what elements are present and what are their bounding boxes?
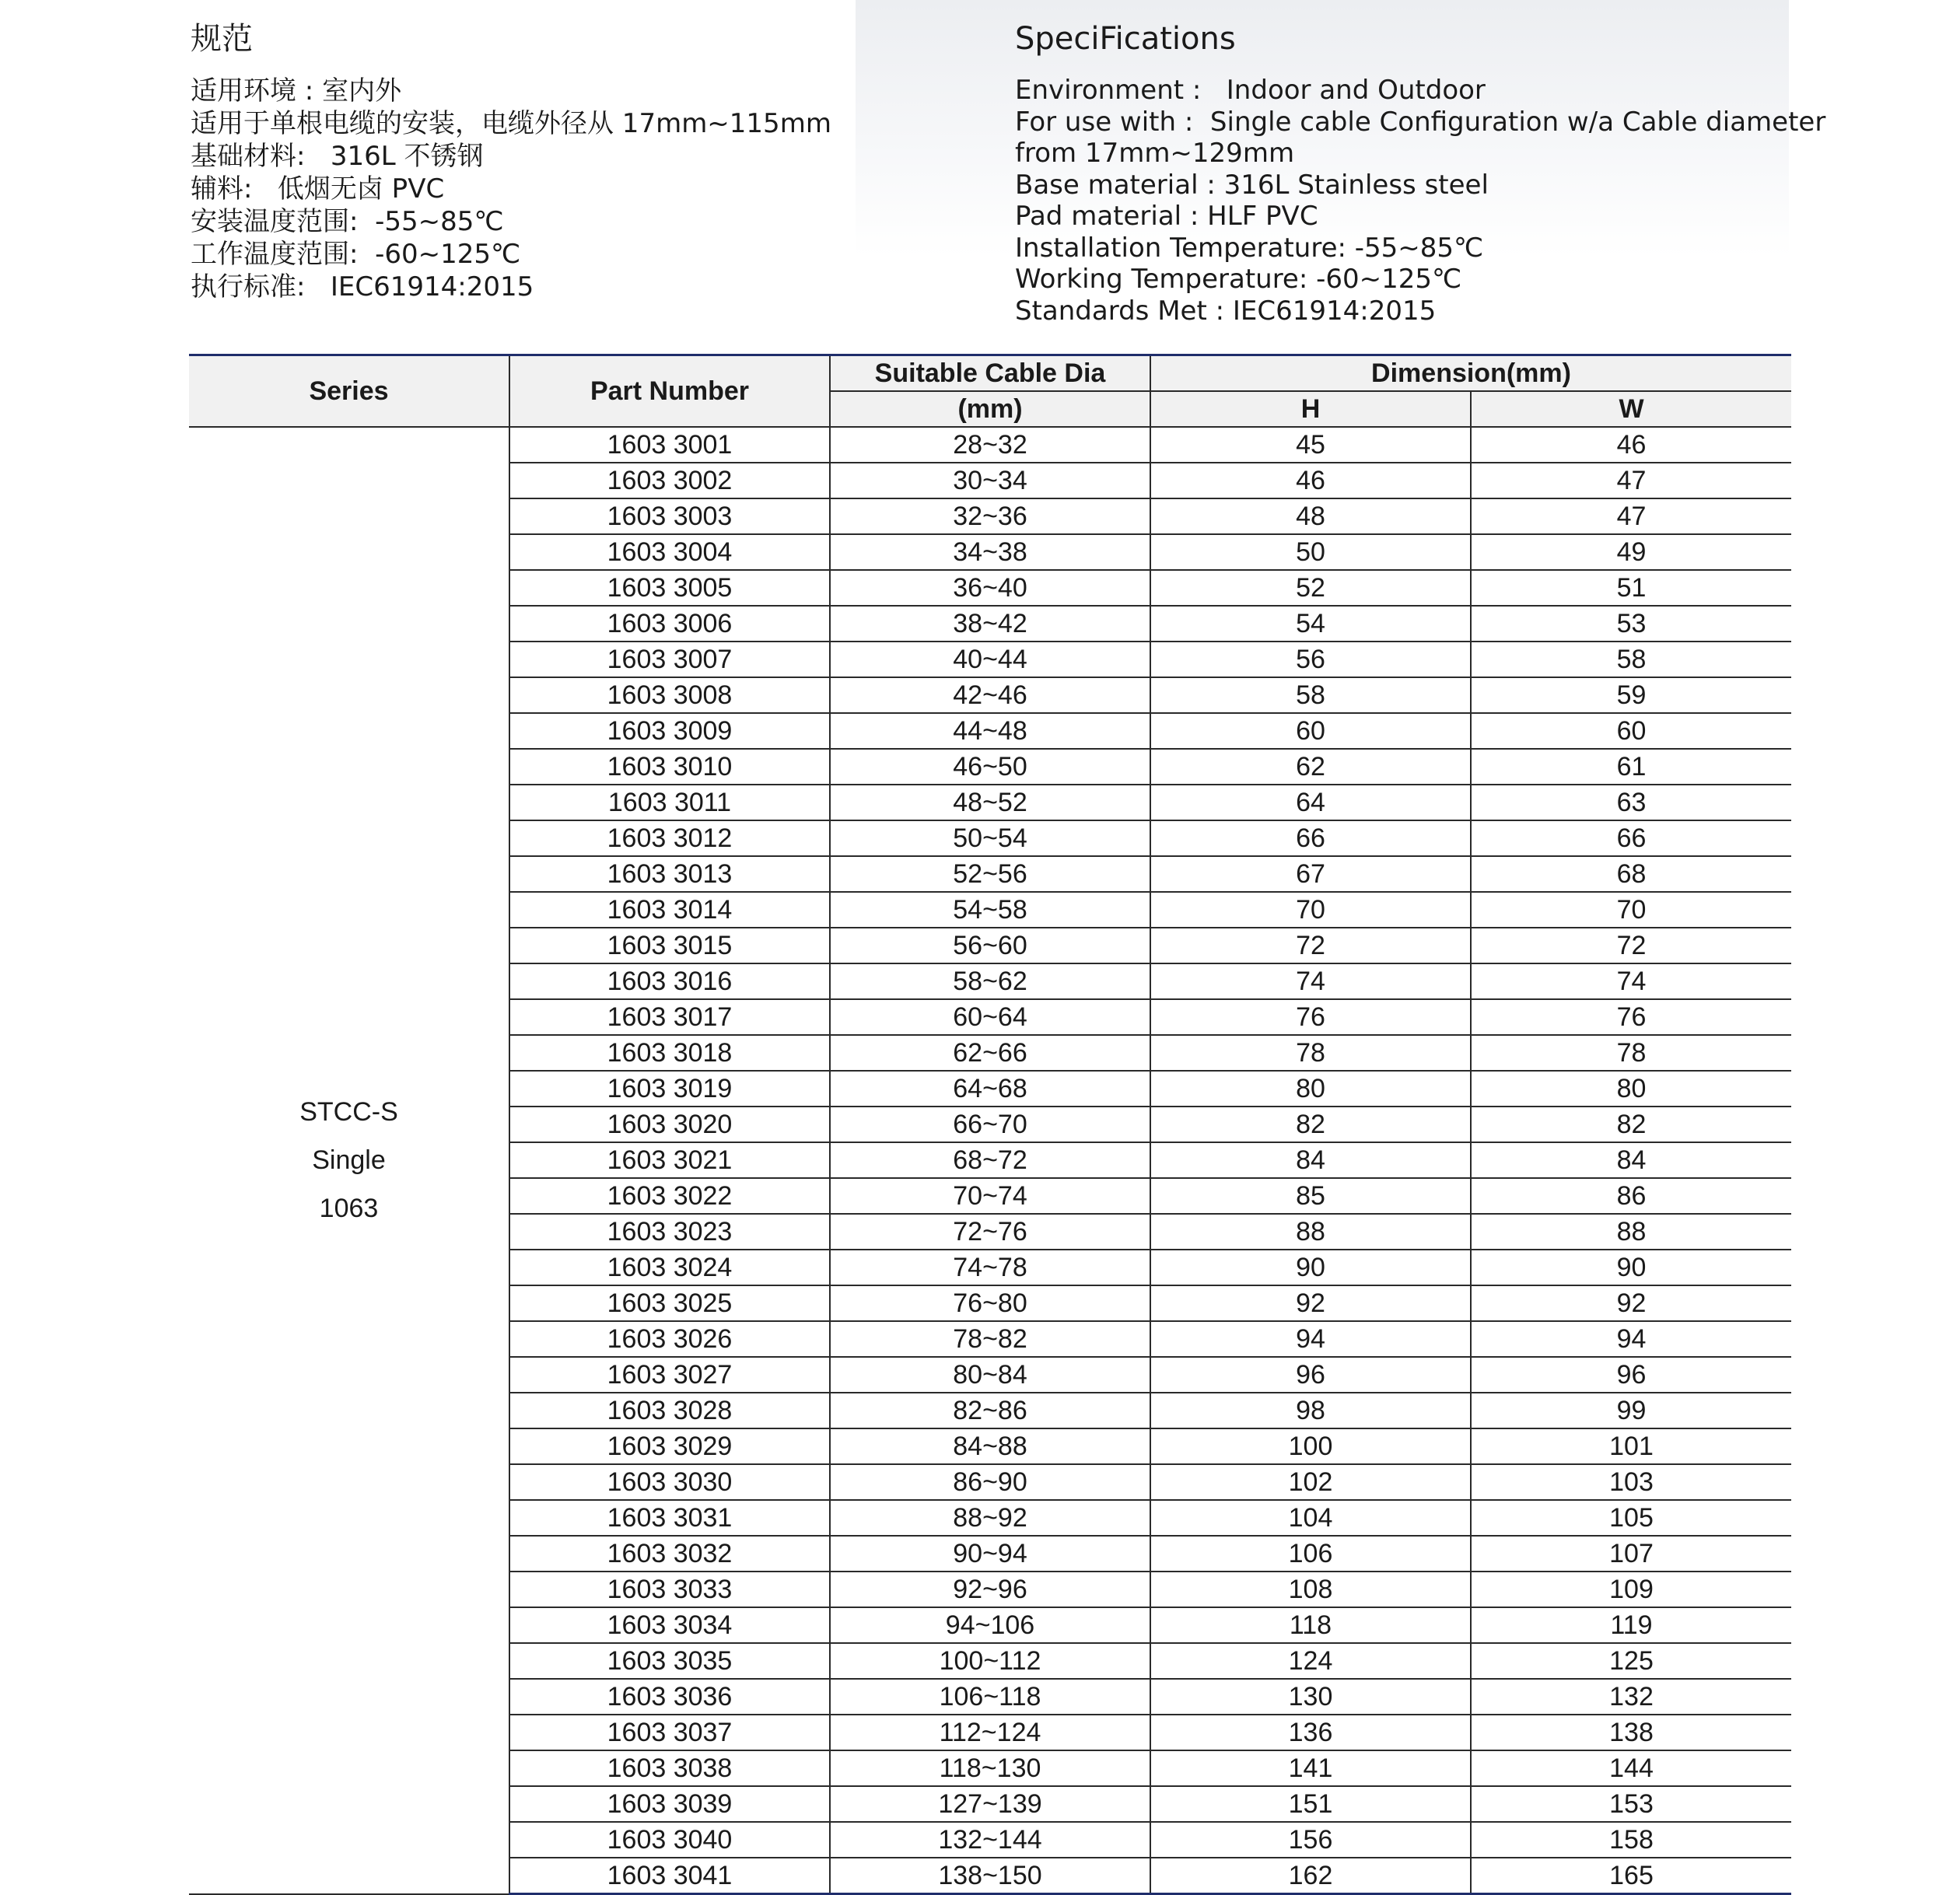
part-number-cell: 1603 3003 — [509, 498, 830, 534]
cable-dia-cell: 38~42 — [830, 606, 1150, 642]
cable-dia-cell: 60~64 — [830, 999, 1150, 1035]
h-cell: 66 — [1150, 820, 1471, 856]
cable-dia-cell: 132~144 — [830, 1822, 1150, 1858]
part-number-cell: 1603 3019 — [509, 1071, 830, 1107]
cn-spec-line: 执行标准: IEC61914:2015 — [191, 271, 534, 302]
cable-dia-cell: 30~34 — [830, 463, 1150, 498]
cable-dia-cell: 138~150 — [830, 1858, 1150, 1894]
cable-dia-cell: 127~139 — [830, 1786, 1150, 1822]
h-cell: 100 — [1150, 1428, 1471, 1464]
h-cell: 82 — [1150, 1107, 1471, 1142]
cable-dia-cell: 46~50 — [830, 749, 1150, 785]
cable-dia-cell: 70~74 — [830, 1178, 1150, 1214]
cable-dia-cell: 90~94 — [830, 1536, 1150, 1572]
cn-spec-line: 适用环境 : 室内外 — [191, 75, 402, 107]
w-cell: 46 — [1471, 427, 1791, 463]
part-number-cell: 1603 3012 — [509, 820, 830, 856]
h-cell: 72 — [1150, 928, 1471, 963]
part-number-cell: 1603 3002 — [509, 463, 830, 498]
w-cell: 82 — [1471, 1107, 1791, 1142]
w-cell: 72 — [1471, 928, 1791, 963]
part-number-cell: 1603 3028 — [509, 1393, 830, 1428]
part-number-cell: 1603 3007 — [509, 642, 830, 677]
w-header: W — [1471, 391, 1791, 427]
part-number-cell: 1603 3036 — [509, 1679, 830, 1715]
w-cell: 144 — [1471, 1750, 1791, 1786]
h-cell: 102 — [1150, 1464, 1471, 1500]
w-cell: 76 — [1471, 999, 1791, 1035]
w-cell: 47 — [1471, 498, 1791, 534]
part-number-cell: 1603 3022 — [509, 1178, 830, 1214]
cable-dia-cell: 80~84 — [830, 1357, 1150, 1393]
h-cell: 45 — [1150, 427, 1471, 463]
cable-dia-cell: 64~68 — [830, 1071, 1150, 1107]
en-spec-line: Standards Met : IEC61914:2015 — [1015, 295, 1437, 327]
part-number-cell: 1603 3025 — [509, 1285, 830, 1321]
part-number-cell: 1603 3005 — [509, 570, 830, 606]
table-header — [189, 355, 1791, 428]
h-cell: 156 — [1150, 1822, 1471, 1858]
w-cell: 96 — [1471, 1357, 1791, 1393]
part-number-cell: 1603 3030 — [509, 1464, 830, 1500]
part-number-cell: 1603 3008 — [509, 677, 830, 713]
w-cell: 74 — [1471, 963, 1791, 999]
part-number-cell: 1603 3018 — [509, 1035, 830, 1071]
part-number-cell: 1603 3016 — [509, 963, 830, 999]
h-cell: 80 — [1150, 1071, 1471, 1107]
w-cell: 53 — [1471, 606, 1791, 642]
h-cell: 74 — [1150, 963, 1471, 999]
cn-spec-line: 安装温度范围: -55~85℃ — [191, 206, 504, 237]
part-number-cell: 1603 3015 — [509, 928, 830, 963]
cn-spec-line: 辅料: 低烟无卤 PVC — [191, 173, 445, 205]
cable-dia-cell: 106~118 — [830, 1679, 1150, 1715]
series-code: 1063 — [319, 1194, 379, 1224]
cable-dia-cell: 68~72 — [830, 1142, 1150, 1178]
part-number-cell: 1603 3004 — [509, 534, 830, 570]
cable-dia-header: Suitable Cable Dia — [830, 355, 1150, 392]
part-number-cell: 1603 3031 — [509, 1500, 830, 1536]
part-number-cell: 1603 3038 — [509, 1750, 830, 1786]
h-cell: 48 — [1150, 498, 1471, 534]
w-cell: 132 — [1471, 1679, 1791, 1715]
cn-specifications — [191, 17, 831, 303]
part-number-cell: 1603 3001 — [509, 427, 830, 463]
w-cell: 158 — [1471, 1822, 1791, 1858]
product-spec-table — [189, 354, 1791, 1895]
h-cell: 67 — [1150, 856, 1471, 892]
h-cell: 58 — [1150, 677, 1471, 713]
part-number-cell: 1603 3041 — [509, 1858, 830, 1894]
part-number-cell: 1603 3017 — [509, 999, 830, 1035]
w-cell: 60 — [1471, 713, 1791, 749]
h-cell: 124 — [1150, 1643, 1471, 1679]
h-cell: 64 — [1150, 785, 1471, 820]
w-cell: 99 — [1471, 1393, 1791, 1428]
h-cell: 85 — [1150, 1178, 1471, 1214]
part-number-cell: 1603 3029 — [509, 1428, 830, 1464]
part-number-cell: 1603 3020 — [509, 1107, 830, 1142]
h-cell: 136 — [1150, 1715, 1471, 1750]
cable-dia-cell: 74~78 — [830, 1250, 1150, 1285]
part-number-cell: 1603 3023 — [509, 1214, 830, 1250]
h-cell: 108 — [1150, 1572, 1471, 1607]
cable-dia-cell: 48~52 — [830, 785, 1150, 820]
h-cell: 60 — [1150, 713, 1471, 749]
h-cell: 84 — [1150, 1142, 1471, 1178]
en-spec-line: Installation Temperature: -55~85℃ — [1015, 232, 1484, 264]
w-cell: 78 — [1471, 1035, 1791, 1071]
en-spec-line: Base material : 316L Stainless steel — [1015, 169, 1489, 201]
w-cell: 92 — [1471, 1285, 1791, 1321]
cable-dia-cell: 76~80 — [830, 1285, 1150, 1321]
h-cell: 130 — [1150, 1679, 1471, 1715]
h-cell: 54 — [1150, 606, 1471, 642]
cable-dia-cell: 34~38 — [830, 534, 1150, 570]
cable-dia-cell: 100~112 — [830, 1643, 1150, 1679]
h-cell: 98 — [1150, 1393, 1471, 1428]
part-number-cell: 1603 3010 — [509, 749, 830, 785]
part-number-cell: 1603 3033 — [509, 1572, 830, 1607]
table-row — [189, 427, 1791, 463]
part-number-cell: 1603 3021 — [509, 1142, 830, 1178]
w-cell: 84 — [1471, 1142, 1791, 1178]
cable-dia-cell: 52~56 — [830, 856, 1150, 892]
h-cell: 96 — [1150, 1357, 1471, 1393]
part-number-cell: 1603 3026 — [509, 1321, 830, 1357]
cable-dia-cell: 78~82 — [830, 1321, 1150, 1357]
h-cell: 76 — [1150, 999, 1471, 1035]
part-number-cell: 1603 3009 — [509, 713, 830, 749]
w-cell: 107 — [1471, 1536, 1791, 1572]
w-cell: 165 — [1471, 1858, 1791, 1894]
cable-dia-cell: 92~96 — [830, 1572, 1150, 1607]
cn-spec-line: 工作温度范围: -60~125℃ — [191, 239, 521, 270]
part-number-cell: 1603 3034 — [509, 1607, 830, 1643]
en-spec-line: For use with : Single cable Configuration w/a Cable diameter — [1015, 106, 1826, 138]
h-cell: 52 — [1150, 570, 1471, 606]
w-cell: 101 — [1471, 1428, 1791, 1464]
cable-dia-cell: 28~32 — [830, 427, 1150, 463]
h-cell: 46 — [1150, 463, 1471, 498]
en-spec-line: from 17mm~129mm — [1015, 138, 1295, 169]
en-spec-line: Pad material : HLF PVC — [1015, 201, 1318, 232]
cable-dia-cell: 50~54 — [830, 820, 1150, 856]
w-cell: 80 — [1471, 1071, 1791, 1107]
w-cell: 105 — [1471, 1500, 1791, 1536]
en-spec-line: Working Temperature: -60~125℃ — [1015, 264, 1462, 295]
en-specifications — [1015, 17, 1825, 327]
w-cell: 47 — [1471, 463, 1791, 498]
w-cell: 88 — [1471, 1214, 1791, 1250]
h-cell: 104 — [1150, 1500, 1471, 1536]
cable-dia-cell: 54~58 — [830, 892, 1150, 928]
part-number-cell: 1603 3035 — [509, 1643, 830, 1679]
cn-spec-line: 基础材料: 316L 不锈钢 — [191, 141, 484, 172]
w-cell: 153 — [1471, 1786, 1791, 1822]
cable-dia-cell: 118~130 — [830, 1750, 1150, 1786]
dimension-header: Dimension(mm) — [1150, 355, 1791, 392]
h-cell: 94 — [1150, 1321, 1471, 1357]
cable-dia-cell: 72~76 — [830, 1214, 1150, 1250]
w-cell: 59 — [1471, 677, 1791, 713]
cable-dia-cell: 56~60 — [830, 928, 1150, 963]
h-cell: 90 — [1150, 1250, 1471, 1285]
h-cell: 88 — [1150, 1214, 1471, 1250]
en-spec-line: Environment : Indoor and Outdoor — [1015, 75, 1486, 106]
h-cell: 118 — [1150, 1607, 1471, 1643]
cable-dia-cell: 32~36 — [830, 498, 1150, 534]
h-cell: 50 — [1150, 534, 1471, 570]
part-number-cell: 1603 3011 — [509, 785, 830, 820]
cn-spec-line: 适用于单根电缆的安装，电缆外径从 17mm~115mm — [191, 108, 831, 139]
w-cell: 119 — [1471, 1607, 1791, 1643]
part-number-cell: 1603 3006 — [509, 606, 830, 642]
part-number-cell: 1603 3014 — [509, 892, 830, 928]
part-number-cell: 1603 3037 — [509, 1715, 830, 1750]
part-number-cell: 1603 3032 — [509, 1536, 830, 1572]
w-cell: 49 — [1471, 534, 1791, 570]
w-cell: 94 — [1471, 1321, 1791, 1357]
h-cell: 106 — [1150, 1536, 1471, 1572]
w-cell: 86 — [1471, 1178, 1791, 1214]
cn-spec-title: 规范 — [191, 21, 253, 57]
part-number-cell: 1603 3013 — [509, 856, 830, 892]
cable-dia-cell: 94~106 — [830, 1607, 1150, 1643]
w-cell: 58 — [1471, 642, 1791, 677]
series-cell — [189, 427, 509, 1894]
cable-dia-cell: 40~44 — [830, 642, 1150, 677]
series-name: STCC-S — [299, 1097, 398, 1128]
w-cell: 51 — [1471, 570, 1791, 606]
w-cell: 90 — [1471, 1250, 1791, 1285]
w-cell: 61 — [1471, 749, 1791, 785]
series-type: Single — [312, 1145, 386, 1176]
h-cell: 151 — [1150, 1786, 1471, 1822]
h-cell: 92 — [1150, 1285, 1471, 1321]
part-number-cell: 1603 3027 — [509, 1357, 830, 1393]
part-number-cell: 1603 3024 — [509, 1250, 830, 1285]
w-cell: 70 — [1471, 892, 1791, 928]
h-cell: 56 — [1150, 642, 1471, 677]
table-body — [189, 427, 1791, 1894]
w-cell: 68 — [1471, 856, 1791, 892]
w-cell: 138 — [1471, 1715, 1791, 1750]
cable-dia-cell: 112~124 — [830, 1715, 1150, 1750]
w-cell: 103 — [1471, 1464, 1791, 1500]
h-header: H — [1150, 391, 1471, 427]
w-cell: 66 — [1471, 820, 1791, 856]
en-spec-title: SpeciFications — [1015, 21, 1236, 57]
part-number-header: Part Number — [509, 355, 830, 428]
cable-dia-unit-header: (mm) — [830, 391, 1150, 427]
h-cell: 78 — [1150, 1035, 1471, 1071]
cable-dia-cell: 84~88 — [830, 1428, 1150, 1464]
cable-dia-cell: 42~46 — [830, 677, 1150, 713]
part-number-cell: 1603 3040 — [509, 1822, 830, 1858]
w-cell: 109 — [1471, 1572, 1791, 1607]
part-number-cell: 1603 3039 — [509, 1786, 830, 1822]
cable-dia-cell: 88~92 — [830, 1500, 1150, 1536]
cable-dia-cell: 36~40 — [830, 570, 1150, 606]
cable-dia-cell: 58~62 — [830, 963, 1150, 999]
w-cell: 63 — [1471, 785, 1791, 820]
cable-dia-cell: 66~70 — [830, 1107, 1150, 1142]
h-cell: 70 — [1150, 892, 1471, 928]
h-cell: 162 — [1150, 1858, 1471, 1894]
cable-dia-cell: 44~48 — [830, 713, 1150, 749]
cable-dia-cell: 82~86 — [830, 1393, 1150, 1428]
cable-dia-cell: 62~66 — [830, 1035, 1150, 1071]
w-cell: 125 — [1471, 1643, 1791, 1679]
h-cell: 62 — [1150, 749, 1471, 785]
cable-dia-cell: 86~90 — [830, 1464, 1150, 1500]
series-header: Series — [189, 355, 509, 428]
h-cell: 141 — [1150, 1750, 1471, 1786]
